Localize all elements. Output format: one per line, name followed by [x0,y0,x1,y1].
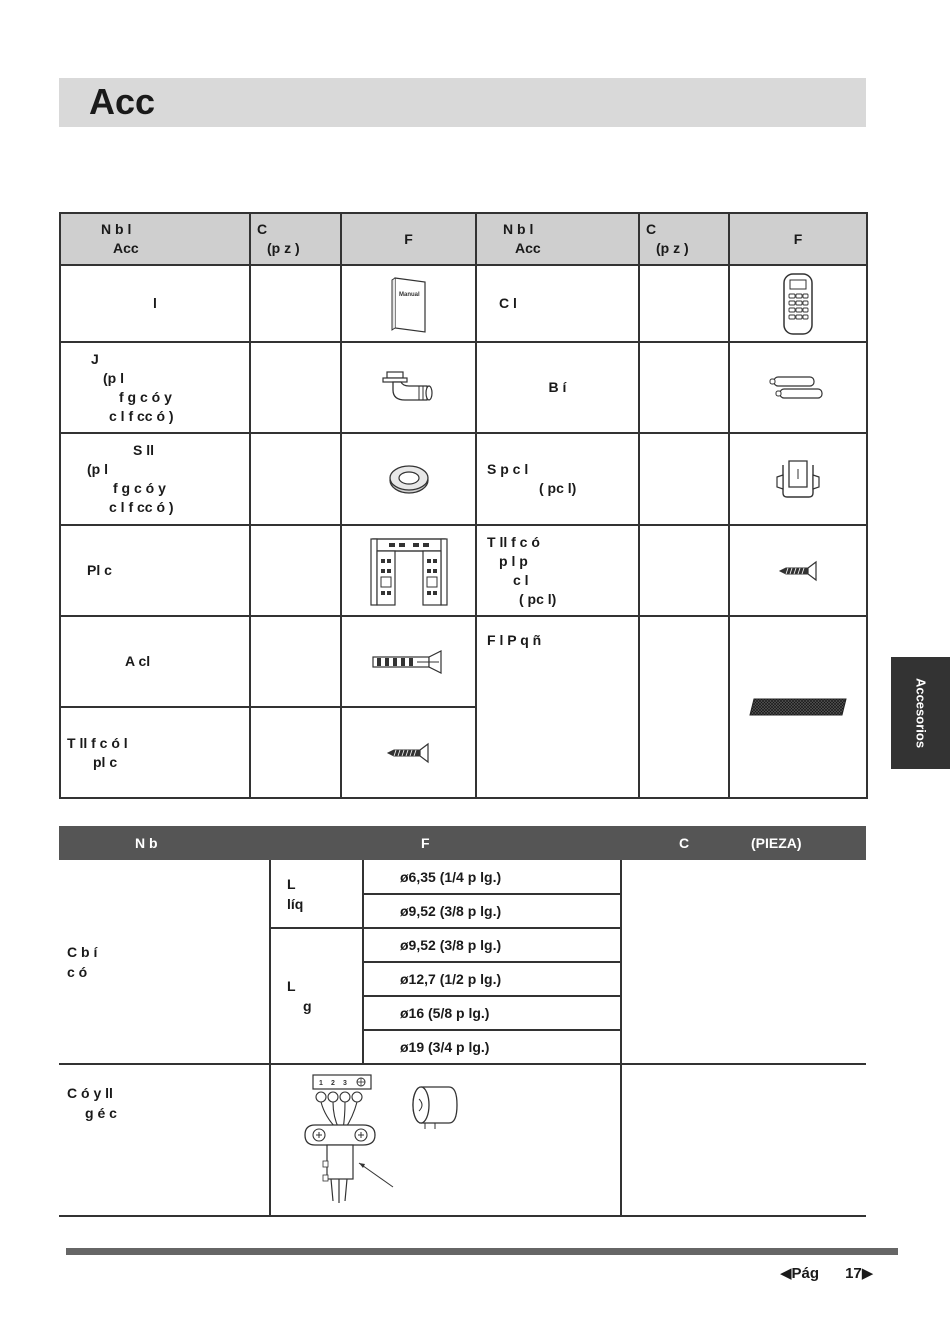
header-name-left [60,213,250,265]
header-qty-unit: (p z ) [267,240,300,256]
accessory-qty [639,525,729,616]
accessory-qty [639,265,729,342]
page-number: 17 [845,1265,862,1282]
remote-figure [729,265,867,342]
header-name-text: N b l [101,221,132,237]
section-side-tab-label: Accesorios [913,677,928,749]
batteries-figure [729,342,867,433]
header-name-right [476,213,639,265]
wall-anchor-icon [369,649,449,675]
svg-text:3: 3 [343,1080,347,1087]
pipe-qty [621,860,866,1064]
page-label: Pág [791,1265,820,1282]
accessory-name: l [60,265,250,342]
accessory-name: T ll f c ó l pl c [60,707,250,798]
pipe-size: ø6,35 (1/4 p lg.) [363,860,621,894]
svg-text:Manual: Manual [398,291,420,298]
page-title-bar [59,78,866,127]
drain-joint-figure [341,342,476,433]
cable-assembly-name: C ó y ll g é c [59,1064,270,1216]
accessories-table [59,212,868,799]
drain-joint-icon [379,368,439,408]
pipe-header-figure: F [421,835,430,851]
accessory-qty [250,342,341,433]
accessory-name: S ll (p l f g c ó y c l f cc ó ) [60,433,250,525]
table-header-row [60,213,867,265]
remote-holder-figure [729,433,867,525]
svg-text:2: 2 [331,1080,335,1087]
header-figure-text: F [793,230,803,247]
gas-line-label: L g [270,928,363,1064]
accessory-name: A cl [60,616,250,707]
cable-figure [270,1064,621,1216]
pipe-section-header [59,826,866,860]
header-qty-text: C [646,221,657,237]
accessory-name: S p c l ( pc l) [476,433,639,525]
pipe-header-name: N b [135,835,158,851]
accessory-name: B í [476,342,639,433]
manual-figure [341,265,476,342]
pipe-size: ø9,52 (3/8 p lg.) [363,928,621,962]
svg-text:1: 1 [319,1080,323,1087]
screw-icon [776,559,820,583]
manual-book-icon [387,274,431,334]
screw-figure [729,525,867,616]
table-row [59,860,866,894]
pipe-size: ø16 (5/8 p lg.) [363,996,621,1030]
anchor-figure [341,616,476,707]
accessory-name: Pl c [60,525,250,616]
pipe-header-qty-unit: (PIEZA) [751,835,802,851]
pipe-table [59,860,866,1217]
page-title: Acc [89,81,156,122]
accessory-qty [639,616,729,798]
pipe-header-qty: C [679,835,690,851]
filter-figure [729,616,867,798]
triangle-left-icon: ◀ [780,1265,792,1282]
table-row [60,616,867,707]
triangle-right-icon: ▶ [861,1265,874,1282]
table-row [60,525,867,616]
accessory-qty [250,265,341,342]
accessory-qty [250,525,341,616]
mounting-plate-figure [341,525,476,616]
header-figure-left [341,213,476,265]
header-name-text: Acc [113,240,139,256]
accessory-qty [639,433,729,525]
remote-control-icon [781,272,815,336]
header-qty-right [639,213,729,265]
battery-icon [768,373,828,403]
screw-icon [384,741,434,765]
accessory-qty [250,616,341,707]
plate-screw-figure [341,707,476,798]
table-row [60,433,867,525]
header-qty-left [250,213,341,265]
mounting-plate-icon [369,533,449,609]
header-figure-text: F [404,230,413,247]
cable-qty [621,1064,866,1216]
pipe-assembly-name: C b í c ó [59,860,270,1064]
wiring-terminal-icon [301,1071,501,1211]
accessory-name: T ll f c ó p l p c l ( pc l) [476,525,639,616]
pipe-size: ø19 (3/4 p lg.) [363,1030,621,1064]
header-name-text: Acc [515,240,541,256]
footer-divider [66,1248,898,1255]
accessory-qty [250,707,341,798]
seal-ring-icon [387,462,431,496]
table-row [59,1064,866,1216]
accessory-qty [250,433,341,525]
header-qty-text: C [257,221,268,237]
seal-figure [341,433,476,525]
accessory-name: F l P q ñ [476,616,639,798]
accessory-qty [639,342,729,433]
accessory-name: C l [476,265,639,342]
header-name-text: N b l [503,221,534,237]
table-row [60,342,867,433]
accessory-name: J (p l f g c ó y c l f cc ó ) [60,342,250,433]
section-side-tab [891,657,950,769]
liquid-line-label: L líq [270,860,363,928]
filter-mesh-icon [748,695,848,719]
remote-holder-icon [773,457,823,501]
pipe-size: ø12,7 (1/2 p lg.) [363,962,621,996]
header-qty-unit: (p z ) [656,240,689,256]
table-row [60,265,867,342]
page-indicator [780,1264,873,1282]
pipe-size: ø9,52 (3/8 p lg.) [363,894,621,928]
header-figure-right [729,213,867,265]
